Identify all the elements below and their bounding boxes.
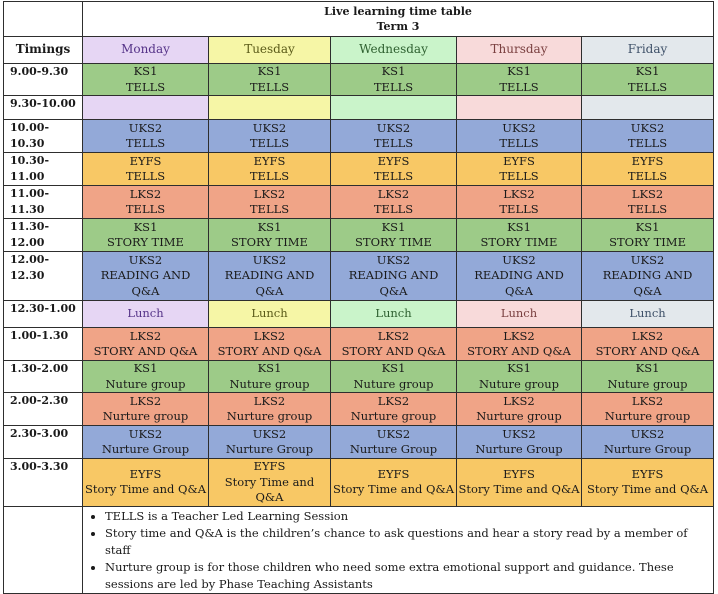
session-group: KS1	[381, 219, 406, 234]
session-activity: Story Time and Q&A	[84, 482, 207, 497]
session-activity: TELLS	[373, 136, 414, 150]
session-group: UKS2	[128, 252, 163, 267]
session-activity: TELLS	[499, 136, 539, 150]
session-cell	[83, 393, 209, 426]
session-cell	[209, 328, 331, 361]
session-group: KS1	[635, 361, 660, 375]
session-group: UKS2	[376, 426, 411, 441]
session-group: LKS2	[377, 328, 410, 343]
session-group: KS1	[635, 64, 660, 78]
session-group: Lunch	[127, 306, 164, 321]
timetable	[3, 1, 713, 591]
session-activity: STORY TIME	[609, 235, 686, 249]
session-cell	[457, 459, 582, 507]
note-item: • Nurture group is for those children who need some extra emotional support and guidance. These sessions are led by Phase Teaching Assistants	[105, 559, 709, 593]
session-group: LKS2	[253, 186, 286, 201]
session-cell	[331, 328, 457, 361]
session-group: LKS2	[503, 328, 535, 343]
session-group: KS1	[635, 219, 660, 234]
session-group: KS1	[507, 361, 531, 375]
session-group: KS1	[507, 219, 531, 234]
session-cell	[209, 64, 331, 96]
session-cell	[209, 96, 331, 120]
session-activity: TELLS	[125, 202, 166, 216]
session-cell	[582, 426, 714, 459]
session-cell	[83, 64, 209, 96]
session-activity: TELLS	[499, 202, 539, 216]
time-slot-cell: 9.00-9.30	[4, 64, 83, 96]
session-activity: Nurture Group	[475, 442, 563, 456]
session-activity-cont: Q&A	[131, 283, 160, 298]
session-group: UKS2	[376, 252, 411, 267]
session-group: UKS2	[376, 120, 411, 135]
session-activity: TELLS	[249, 169, 290, 183]
day-header-friday: Friday	[582, 37, 714, 64]
notes-cell	[83, 506, 714, 593]
session-cell	[457, 361, 582, 393]
session-group: KS1	[257, 361, 282, 375]
session-cell	[457, 219, 582, 252]
session-cell	[457, 426, 582, 459]
session-group: UKS2	[252, 426, 287, 441]
session-activity: READING AND	[474, 268, 564, 283]
session-cell	[83, 426, 209, 459]
table-row	[4, 120, 714, 153]
session-cell	[83, 459, 209, 507]
session-cell	[83, 328, 209, 361]
table-row	[4, 252, 714, 301]
note-item: • Story time and Q&A is the children’s chance to ask questions and hear a story read by a member of staff	[105, 525, 709, 559]
session-activity: TELLS	[373, 202, 414, 216]
session-cell	[331, 426, 457, 459]
session-activity-cont: Q&A	[505, 283, 533, 298]
session-cell	[582, 301, 714, 328]
time-slot-cell: 9.30-10.00	[4, 96, 83, 120]
session-group: EYFS	[631, 153, 664, 168]
session-activity: Nurture Group	[101, 442, 190, 456]
session-group: UKS2	[630, 120, 665, 135]
session-cell	[83, 120, 209, 153]
session-activity: TELLS	[249, 136, 290, 150]
time-slot-cell: 12.30-1.00	[4, 301, 83, 328]
session-group: EYFS	[253, 153, 286, 168]
session-activity: TELLS	[373, 79, 414, 94]
session-activity: Nuture group	[105, 376, 186, 391]
session-group: EYFS	[631, 466, 664, 481]
session-group: KS1	[507, 64, 531, 78]
session-group: UKS2	[502, 252, 536, 267]
session-activity-cont: Q&A	[633, 283, 662, 298]
session-cell	[457, 301, 582, 328]
time-slot-cell: 2.30-3.00	[4, 426, 83, 459]
session-activity: TELLS	[373, 169, 414, 183]
session-group: EYFS	[129, 153, 162, 168]
session-activity: Nuture group	[478, 376, 559, 391]
session-cell	[331, 219, 457, 252]
notes-corner-cell	[4, 506, 83, 593]
session-cell	[209, 301, 331, 328]
session-activity: Nuture group	[607, 376, 688, 391]
session-group: EYFS	[503, 466, 535, 481]
session-activity: TELLS	[249, 79, 290, 94]
session-activity: STORY AND Q&A	[341, 344, 446, 358]
session-cell	[331, 64, 457, 96]
session-cell	[209, 186, 331, 219]
session-activity: STORY TIME	[480, 235, 558, 249]
session-cell	[83, 153, 209, 186]
session-cell	[209, 252, 331, 301]
time-slot-cell: 3.00-3.30	[4, 459, 83, 507]
session-group: Lunch	[500, 306, 538, 321]
session-activity: TELLS	[499, 79, 539, 94]
session-group: LKS2	[377, 393, 410, 408]
session-activity: Nurture group	[350, 409, 437, 423]
title-corner-cell	[4, 2, 83, 37]
session-activity: TELLS	[627, 136, 668, 150]
session-cell	[582, 219, 714, 252]
session-cell	[457, 186, 582, 219]
session-activity: Nuture group	[353, 376, 434, 391]
session-group: Lunch	[251, 306, 288, 321]
table-row	[4, 96, 714, 120]
session-cell	[331, 186, 457, 219]
session-cell	[331, 96, 457, 120]
time-slot-cell: 12.00-12.30	[4, 252, 83, 301]
session-cell	[331, 120, 457, 153]
session-activity: READING AND	[348, 268, 439, 283]
session-group: KS1	[381, 64, 406, 78]
session-group: UKS2	[252, 120, 287, 135]
session-cell	[582, 459, 714, 507]
session-activity: Story Time and Q&A	[224, 474, 315, 504]
session-group: LKS2	[377, 186, 410, 201]
time-slot-cell: 10.00-10.30	[4, 120, 83, 153]
session-group: UKS2	[502, 120, 536, 135]
session-cell	[457, 96, 582, 120]
session-cell	[209, 153, 331, 186]
session-cell	[83, 301, 209, 328]
session-group: LKS2	[253, 393, 286, 408]
session-cell	[209, 361, 331, 393]
session-activity: TELLS	[125, 79, 166, 94]
day-header-wednesday: Wednesday	[331, 37, 457, 64]
session-group: EYFS	[377, 466, 410, 481]
session-cell	[209, 459, 331, 507]
session-activity: STORY AND Q&A	[467, 344, 571, 358]
page-title	[83, 2, 714, 37]
time-slot-cell: 2.00-2.30	[4, 393, 83, 426]
title-line-2: Term 3	[376, 20, 420, 33]
title-line-1: Live learning time table	[324, 5, 472, 18]
session-group: KS1	[257, 219, 282, 234]
session-group: Lunch	[375, 306, 412, 321]
day-header-monday: Monday	[83, 37, 209, 64]
session-activity: READING AND	[602, 268, 693, 283]
session-group: KS1	[133, 64, 158, 78]
time-slot-cell: 1.00-1.30	[4, 328, 83, 361]
session-group: LKS2	[503, 393, 535, 408]
session-activity: TELLS	[249, 202, 290, 216]
session-cell	[582, 186, 714, 219]
table-row	[4, 361, 714, 393]
session-group: UKS2	[128, 120, 163, 135]
session-activity: READING AND	[100, 268, 191, 283]
session-group: LKS2	[253, 328, 286, 343]
session-group: EYFS	[129, 466, 162, 481]
session-cell	[457, 393, 582, 426]
session-cell	[582, 96, 714, 120]
session-activity: TELLS	[627, 79, 668, 94]
session-group: LKS2	[129, 186, 162, 201]
session-cell	[83, 252, 209, 301]
session-activity: TELLS	[627, 169, 668, 183]
session-activity-cont: Q&A	[255, 283, 284, 298]
session-group: LKS2	[631, 328, 664, 343]
session-activity: Nurture Group	[603, 442, 692, 456]
session-activity: STORY AND Q&A	[93, 344, 198, 358]
day-header-thursday: Thursday	[457, 37, 582, 64]
session-group: LKS2	[129, 328, 162, 343]
session-activity: STORY AND Q&A	[595, 344, 700, 358]
session-group: KS1	[257, 64, 282, 78]
session-cell	[582, 252, 714, 301]
session-activity: STORY TIME	[107, 235, 184, 249]
timetable-grid	[3, 1, 714, 594]
session-group: EYFS	[503, 153, 535, 168]
session-cell	[582, 120, 714, 153]
session-group: KS1	[381, 361, 406, 375]
session-cell	[331, 153, 457, 186]
session-group: KS1	[133, 361, 158, 375]
note-item: • TELLS is a Teacher Led Learning Session	[105, 508, 709, 525]
session-activity: Nurture Group	[349, 442, 438, 456]
time-slot-cell: 10.30-11.00	[4, 153, 83, 186]
session-activity: TELLS	[499, 169, 539, 183]
session-activity: Nurture group	[604, 409, 691, 423]
session-cell	[331, 252, 457, 301]
session-cell	[331, 393, 457, 426]
table-row	[4, 393, 714, 426]
session-group: EYFS	[377, 153, 410, 168]
session-activity: Story Time and Q&A	[332, 482, 455, 497]
table-row	[4, 64, 714, 96]
table-row	[4, 153, 714, 186]
session-cell	[209, 219, 331, 252]
table-row	[4, 301, 714, 328]
session-activity: READING AND	[224, 268, 315, 283]
session-cell	[331, 361, 457, 393]
session-group: LKS2	[129, 393, 162, 408]
session-cell	[457, 153, 582, 186]
session-activity-cont: Q&A	[379, 283, 408, 298]
session-cell	[582, 153, 714, 186]
session-activity: Nurture group	[102, 409, 189, 423]
session-group: UKS2	[502, 426, 536, 441]
session-cell	[457, 64, 582, 96]
table-row	[4, 426, 714, 459]
session-cell	[582, 361, 714, 393]
session-activity: TELLS	[627, 202, 668, 216]
time-slot-cell: 1.30-2.00	[4, 361, 83, 393]
session-cell	[582, 328, 714, 361]
session-group: KS1	[133, 219, 158, 234]
table-row	[4, 219, 714, 252]
session-group: UKS2	[252, 252, 287, 267]
session-cell	[582, 393, 714, 426]
session-cell	[209, 426, 331, 459]
session-group: UKS2	[630, 252, 665, 267]
session-activity: TELLS	[125, 136, 166, 150]
session-activity: Nuture group	[229, 376, 310, 391]
session-group: LKS2	[631, 186, 664, 201]
session-cell	[83, 361, 209, 393]
session-cell	[209, 393, 331, 426]
notes-list	[91, 508, 709, 593]
session-cell	[457, 328, 582, 361]
session-group: UKS2	[630, 426, 665, 441]
session-cell	[457, 120, 582, 153]
session-activity: Nurture group	[476, 409, 562, 423]
session-activity: Story Time and Q&A	[587, 482, 709, 497]
table-row	[4, 328, 714, 361]
timings-header: Timings	[4, 37, 83, 64]
session-group: LKS2	[503, 186, 535, 201]
time-slot-cell: 11.00-11.30	[4, 186, 83, 219]
session-cell	[457, 252, 582, 301]
session-cell	[331, 459, 457, 507]
session-group: Lunch	[629, 306, 666, 321]
session-group: UKS2	[128, 426, 163, 441]
session-group: LKS2	[631, 393, 664, 408]
session-activity: STORY TIME	[355, 235, 432, 249]
session-cell	[331, 301, 457, 328]
session-activity: TELLS	[125, 169, 166, 183]
table-row	[4, 459, 714, 507]
day-header-tuesday: Tuesday	[209, 37, 331, 64]
session-cell	[83, 186, 209, 219]
time-slot-cell: 11.30-12.00	[4, 219, 83, 252]
session-group: EYFS	[253, 459, 286, 473]
session-activity: Story Time and Q&A	[458, 482, 580, 497]
table-row	[4, 186, 714, 219]
session-activity: STORY AND Q&A	[217, 344, 322, 358]
session-cell	[582, 64, 714, 96]
session-activity: Nurture Group	[225, 442, 314, 456]
session-activity: STORY TIME	[231, 235, 308, 249]
session-cell	[83, 96, 209, 120]
session-cell	[209, 120, 331, 153]
session-activity: Nurture group	[226, 409, 313, 423]
session-cell	[83, 219, 209, 252]
